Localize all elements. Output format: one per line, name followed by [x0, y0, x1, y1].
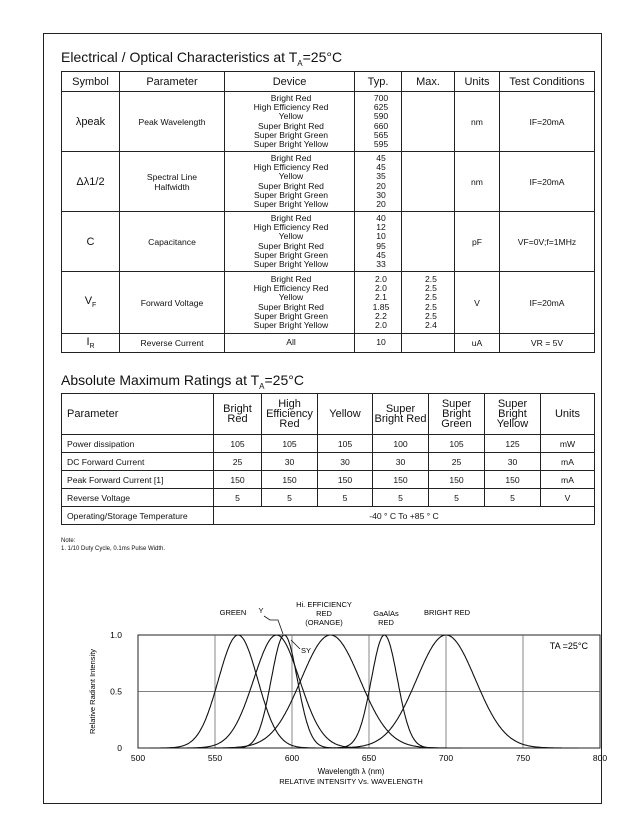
x-tick-label: 550 [207, 753, 223, 763]
device-name: Super Bright Yellow [253, 198, 329, 209]
device-name: High Efficiency Red [253, 283, 329, 294]
value-cell: 150 [262, 471, 318, 489]
device-name: High Efficiency Red [253, 162, 329, 173]
label-leader [291, 640, 300, 649]
value-cell: 105 [262, 435, 318, 453]
units-text: nm [471, 176, 483, 187]
value-cell: 5 [214, 489, 262, 507]
typ-value: 45 [376, 152, 386, 163]
y-tick-label: 1.0 [110, 630, 122, 640]
typ-value: 20 [376, 180, 386, 191]
device-name: Yellow [278, 292, 304, 303]
device-name: High Efficiency Red [253, 222, 329, 233]
condition-cell [500, 152, 595, 212]
condition-cell [500, 272, 595, 334]
table-row [62, 92, 595, 152]
header-cell: Super Bright Red [373, 394, 429, 435]
header-cell: Parameter [62, 394, 214, 435]
temperature-range-cell: -40 ° C To +85 ° C [214, 507, 595, 525]
header-cell: Bright Red [214, 394, 262, 435]
note-text: 1. 1/10 Duty Cycle, 0.1ms Pulse Width. [61, 546, 166, 552]
header-cell: Units [455, 72, 500, 92]
typ-value: 10 [376, 337, 386, 348]
value-cell: 125 [485, 435, 541, 453]
x-tick-label: 750 [515, 753, 531, 763]
y-tick-label: 0 [117, 743, 122, 753]
typ-value: 1.85 [372, 301, 390, 312]
typ-value: 590 [373, 111, 389, 122]
table-row [62, 435, 595, 453]
note-label: Note: [61, 538, 76, 544]
units-text: V [474, 297, 480, 308]
max-cell [402, 92, 455, 152]
typ-value: 2.0 [375, 283, 387, 294]
device-cell [225, 152, 355, 212]
device-name: Super Bright Green [253, 249, 329, 260]
device-name: Yellow [278, 231, 304, 242]
typ-value: 95 [376, 240, 386, 251]
value-cell: 5 [429, 489, 485, 507]
table-row [62, 212, 595, 272]
device-name: Super Bright Yellow [253, 258, 329, 269]
series-label-her: Hi. EFFICIENCY [296, 600, 352, 609]
value-cell: 5 [373, 489, 429, 507]
series-label-sy: SY [300, 646, 312, 655]
units-cell [455, 152, 500, 212]
table-header-row [62, 394, 595, 435]
parameter-cell: DC Forward Current [62, 453, 214, 471]
typ-value: 2.1 [375, 292, 387, 303]
parameter-text: Reverse Current [140, 338, 204, 348]
max-cell [402, 272, 455, 334]
unit-cell: V [541, 489, 595, 507]
parameter-cell [120, 212, 225, 272]
device-name: Super Bright Yellow [253, 319, 329, 330]
series-label-her: (ORANGE) [305, 618, 343, 627]
table-row [62, 334, 595, 353]
device-name: Super Bright Yellow [253, 138, 329, 149]
typ-value: 660 [373, 120, 389, 131]
header-cell: High Efficiency Red [262, 394, 318, 435]
typ-cell [355, 272, 402, 334]
parameter-cell [120, 92, 225, 152]
device-name: Bright Red [270, 92, 312, 103]
condition-text: IF=20mA [529, 297, 565, 308]
header-cell: Test Conditions [500, 72, 595, 92]
header-cell: Symbol [62, 72, 120, 92]
condition-cell [500, 92, 595, 152]
typ-value: 30 [376, 189, 386, 200]
series-label-her: RED [316, 609, 332, 618]
symbol-cell [62, 152, 120, 212]
y-axis-label: Relative Radiant Intensity [88, 648, 97, 735]
header-cell: Typ. [355, 72, 402, 92]
typ-value: 565 [373, 129, 389, 140]
typ-value: 45 [376, 162, 386, 173]
parameter-cell: Peak Forward Current [1] [62, 471, 214, 489]
device-name: Super Bright Red [258, 120, 324, 131]
value-cell: 5 [485, 489, 541, 507]
parameter-text: Spectral Line Halfwidth [146, 171, 198, 192]
device-name: Yellow [278, 171, 304, 182]
typ-value: 2.0 [375, 273, 387, 284]
device-name: Super Bright Red [258, 301, 324, 312]
value-cell: 150 [318, 471, 373, 489]
max-value: 2.5 [425, 292, 437, 303]
footnote [61, 537, 165, 553]
value-cell: 30 [262, 453, 318, 471]
symbol-cell: $V_F$ [62, 272, 120, 334]
ambient-label: TA =25°C [549, 641, 588, 651]
value-cell: 25 [429, 453, 485, 471]
parameter-text: Peak Wavelength [138, 116, 206, 127]
value-cell: 5 [262, 489, 318, 507]
typ-value: 595 [373, 138, 389, 149]
unit-cell: mA [541, 471, 595, 489]
condition-text: IF=20mA [529, 176, 565, 187]
units-cell [455, 92, 500, 152]
typ-value: 10 [376, 231, 386, 242]
units-cell [455, 272, 500, 334]
typ-value: 2.2 [375, 310, 387, 321]
table-row [62, 272, 595, 334]
x-tick-label: 800 [592, 753, 608, 763]
value-cell: 100 [373, 435, 429, 453]
device-name: Super Bright Red [258, 240, 324, 251]
value-cell: 150 [429, 471, 485, 489]
header-cell: Super Bright Green [429, 394, 485, 435]
condition-cell [500, 212, 595, 272]
typ-value: 40 [376, 212, 386, 223]
unit-cell: mW [541, 435, 595, 453]
value-cell: 150 [373, 471, 429, 489]
max-value: 2.5 [425, 283, 437, 294]
symbol-main: Δλ1/2 [76, 175, 105, 188]
value-cell: 30 [318, 453, 373, 471]
table-row [62, 507, 595, 525]
eo-title: Electrical / Optical Characteristics at $T_A=25^\circ C$ [61, 49, 343, 68]
units-text: uA [471, 338, 483, 348]
header-cell: Device [225, 72, 355, 92]
spectrum-chart [80, 596, 610, 796]
device-name: Super Bright Red [258, 180, 324, 191]
parameter-cell: Operating/Storage Temperature [62, 507, 214, 525]
x-tick-label: 600 [284, 753, 300, 763]
y-tick-label: 0.5 [110, 686, 122, 697]
x-tick-label: 700 [438, 753, 454, 763]
absolute-max-table [61, 393, 595, 525]
device-name: Super Bright Green [253, 189, 329, 200]
typ-value: 625 [373, 102, 389, 113]
table-row [62, 471, 595, 489]
value-cell: 150 [214, 471, 262, 489]
value-cell: 25 [214, 453, 262, 471]
am-title: Absolute Maximum Ratings at $T_A=25^\circ C$ [61, 372, 304, 391]
device-cell [225, 92, 355, 152]
header-cell: Max. [402, 72, 455, 92]
typ-value: 2.0 [375, 319, 387, 330]
device-cell [225, 212, 355, 272]
value-cell: 105 [429, 435, 485, 453]
table-row [62, 489, 595, 507]
value-cell: 150 [485, 471, 541, 489]
units-text: nm [471, 116, 483, 127]
typ-cell [355, 92, 402, 152]
device-name: All [286, 337, 296, 348]
max-value: 2.4 [425, 319, 437, 330]
value-cell: 30 [373, 453, 429, 471]
series-label-gaalas: GaAlAs [373, 609, 399, 618]
x-axis-label: Wavelength λ (nm) [317, 767, 385, 776]
x-tick-label: 650 [361, 753, 377, 763]
units-cell [455, 334, 500, 353]
max-cell [402, 212, 455, 272]
max-value: 2.5 [425, 310, 437, 321]
parameter-cell [120, 334, 225, 353]
table-row [62, 453, 595, 471]
parameter-text: Forward Voltage [140, 297, 204, 308]
typ-cell [355, 212, 402, 272]
device-name: Bright Red [270, 212, 312, 223]
table-header-row [62, 72, 595, 92]
device-name: Bright Red [270, 273, 312, 284]
value-cell: 105 [318, 435, 373, 453]
device-name: Super Bright Green [253, 129, 329, 140]
parameter-cell: Power dissipation [62, 435, 214, 453]
chart-caption: RELATIVE INTENSITY Vs. WAVELENGTH [279, 777, 423, 786]
symbol-main: C [86, 235, 95, 248]
condition-text: IF=20mA [529, 116, 565, 127]
electrical-optical-table [61, 71, 595, 353]
header-cell: Super Bright Yellow [485, 394, 541, 435]
header-cell: Units [541, 394, 595, 435]
device-cell [225, 272, 355, 334]
header-cell: Parameter [120, 72, 225, 92]
symbol-cell: $I_R$ [62, 334, 120, 353]
label-leader [264, 616, 283, 634]
max-value: 2.5 [425, 273, 437, 284]
device-name: Yellow [278, 111, 304, 122]
typ-value: 700 [373, 92, 389, 103]
unit-cell: mA [541, 453, 595, 471]
value-cell: 30 [485, 453, 541, 471]
max-value: 2.5 [425, 301, 437, 312]
value-cell: 105 [214, 435, 262, 453]
series-label-y: Y [258, 606, 264, 615]
typ-value: 45 [376, 249, 386, 260]
symbol-cell [62, 92, 120, 152]
condition-text: VF=0V;f=1MHz [517, 236, 577, 247]
typ-cell [355, 334, 402, 353]
symbol-cell [62, 212, 120, 272]
symbol-main: λpeak [75, 115, 106, 128]
parameter-cell [120, 152, 225, 212]
series-label-green: GREEN [219, 608, 247, 617]
typ-value: 35 [376, 171, 386, 182]
device-name: Bright Red [270, 152, 312, 163]
typ-value: 33 [376, 258, 386, 269]
device-name: High Efficiency Red [253, 102, 329, 113]
typ-value: 12 [376, 222, 386, 233]
condition-text: VR = 5V [530, 338, 564, 348]
series-label-bright-red: BRIGHT RED [423, 608, 471, 617]
device-cell [225, 334, 355, 353]
table-row [62, 152, 595, 212]
typ-cell [355, 152, 402, 212]
value-cell: 5 [318, 489, 373, 507]
device-name: Super Bright Green [253, 310, 329, 321]
parameter-cell [120, 272, 225, 334]
series-label-gaalas: RED [378, 618, 394, 627]
parameter-cell: Reverse Voltage [62, 489, 214, 507]
max-cell [402, 152, 455, 212]
max-cell [402, 334, 455, 353]
header-cell: Yellow [318, 394, 373, 435]
units-cell [455, 212, 500, 272]
x-tick-label: 500 [130, 753, 146, 763]
condition-cell [500, 334, 595, 353]
typ-value: 20 [376, 198, 386, 209]
parameter-text: Capacitance [148, 236, 196, 247]
units-text: pF [471, 236, 483, 247]
